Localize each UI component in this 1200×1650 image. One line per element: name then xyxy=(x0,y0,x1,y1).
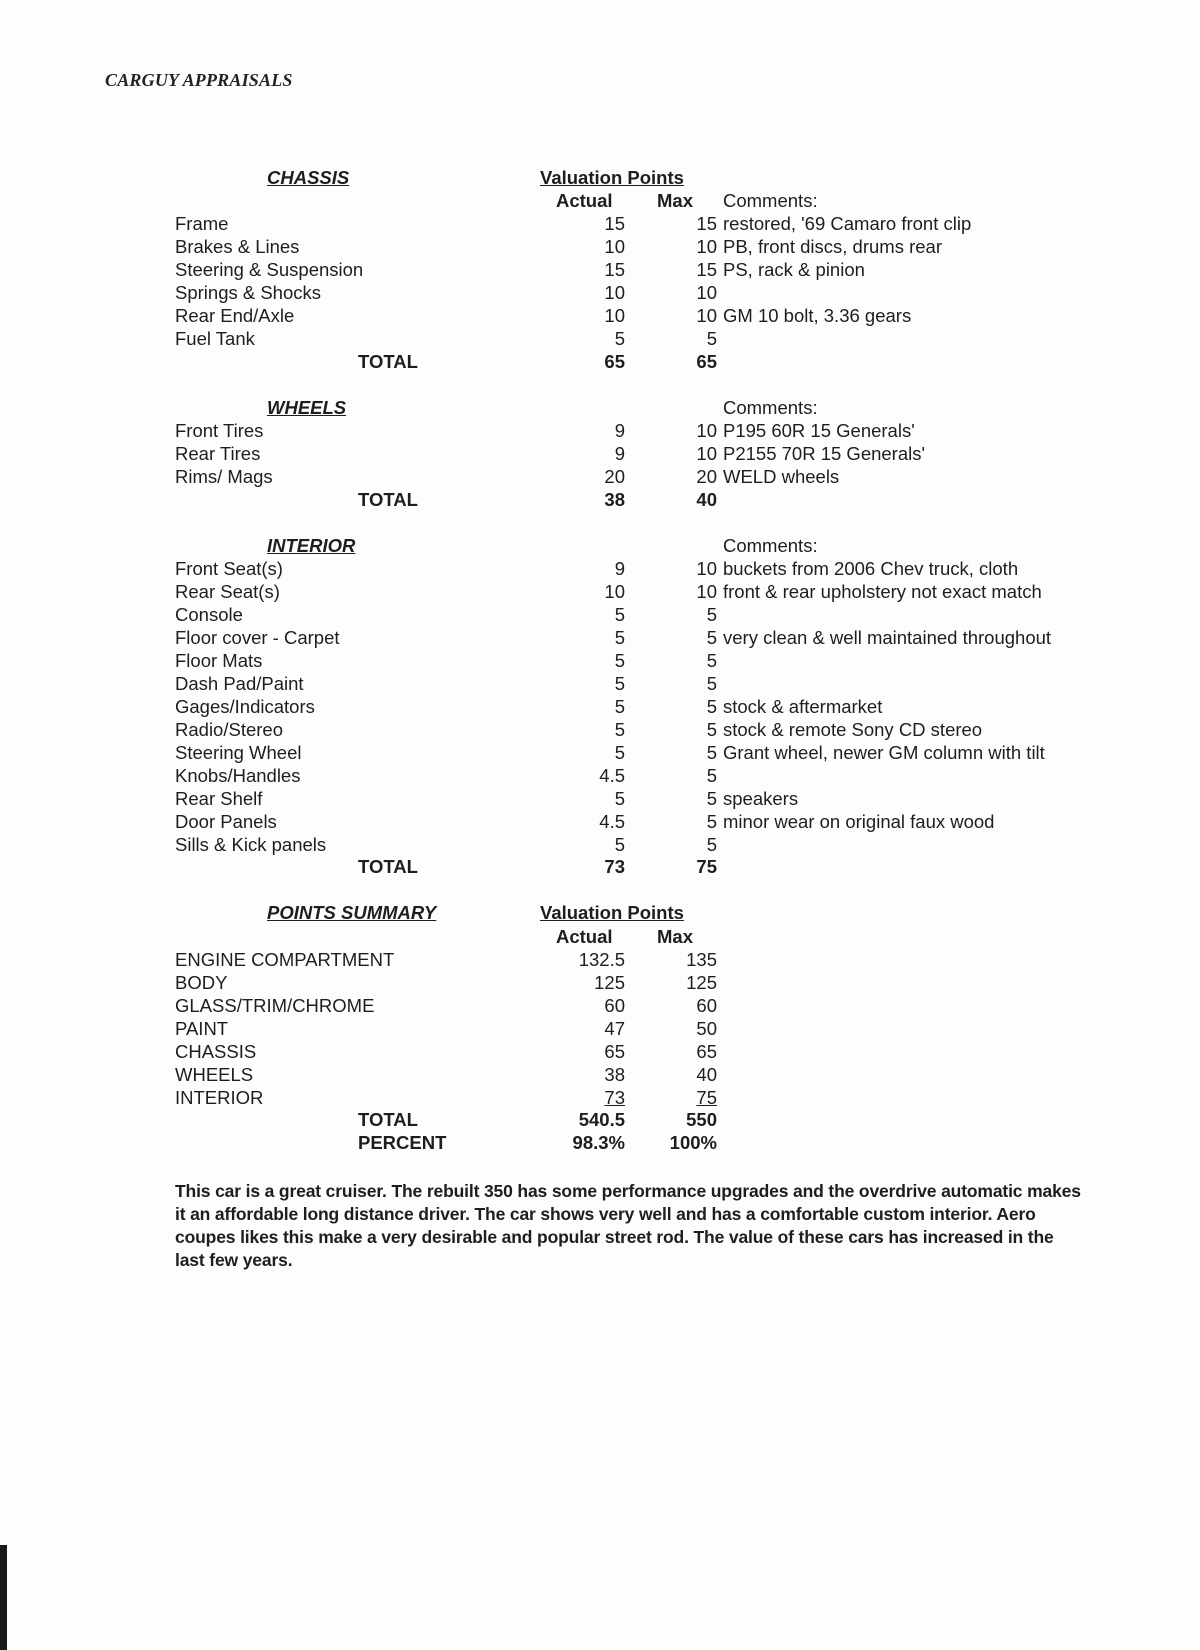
row-max: 50 xyxy=(696,1018,717,1039)
row-max: 10 xyxy=(696,558,717,579)
valuation-points-heading: Valuation Points xyxy=(540,902,684,923)
actual-column-header: Actual xyxy=(556,926,613,947)
summary-total-max: 550 xyxy=(686,1109,717,1130)
row-actual: 10 xyxy=(604,236,625,257)
actual-column-header: Actual xyxy=(556,190,613,211)
comments-header: Comments: xyxy=(723,190,818,211)
row-actual: 5 xyxy=(614,604,625,625)
row-label: Door Panels xyxy=(175,811,277,832)
summary-total-actual: 540.5 xyxy=(578,1109,625,1130)
row-label: WHEELS xyxy=(175,1064,254,1085)
row-comment: WELD wheels xyxy=(723,466,840,487)
row-max: 10 xyxy=(696,420,717,441)
row-max: 5 xyxy=(706,719,717,740)
percent-actual: 98.3% xyxy=(572,1132,625,1153)
total-actual: 65 xyxy=(604,351,625,372)
total-max: 65 xyxy=(696,351,717,372)
row-max: 15 xyxy=(696,259,717,280)
row-actual: 5 xyxy=(614,742,625,763)
row-comment: GM 10 bolt, 3.36 gears xyxy=(723,305,912,326)
row-actual: 73 xyxy=(604,1087,625,1108)
total-label: TOTAL xyxy=(358,489,418,510)
row-comment: stock & aftermarket xyxy=(723,696,883,717)
row-actual: 60 xyxy=(604,995,625,1016)
total-max: 75 xyxy=(696,856,717,877)
section-title-summary: POINTS SUMMARY xyxy=(267,902,437,923)
row-actual: 9 xyxy=(614,443,625,464)
row-max: 5 xyxy=(706,604,717,625)
row-max: 5 xyxy=(706,673,717,694)
row-comment: Grant wheel, newer GM column with tilt xyxy=(723,742,1045,763)
row-max: 10 xyxy=(696,236,717,257)
row-label: Rear End/Axle xyxy=(175,305,295,326)
row-actual: 10 xyxy=(604,282,625,303)
row-max: 5 xyxy=(706,834,717,855)
appraisal-narrative: This car is a great cruiser. The rebuilt 350 has some performance upgrades and the overdrive automatic makes it an affordable long distance driver. The car shows very well and has a comfortable custom interior. Aero coupes likes this make a very desirable and popular street rod. The value of these cars has increased in the last few years. xyxy=(175,1181,1081,1270)
row-max: 5 xyxy=(706,742,717,763)
row-comment: speakers xyxy=(723,788,799,809)
max-column-header: Max xyxy=(657,926,693,947)
row-label: GLASS/TRIM/CHROME xyxy=(175,995,375,1016)
row-actual: 20 xyxy=(604,466,625,487)
row-max: 5 xyxy=(706,696,717,717)
row-actual: 4.5 xyxy=(599,811,625,832)
row-actual: 15 xyxy=(604,213,625,234)
row-label: Steering & Suspension xyxy=(175,259,364,280)
total-actual: 38 xyxy=(604,489,625,510)
row-max: 5 xyxy=(706,650,717,671)
row-label: ENGINE COMPARTMENT xyxy=(175,949,395,970)
row-label: Rear Shelf xyxy=(175,788,263,809)
max-column-header: Max xyxy=(657,190,693,211)
row-max: 10 xyxy=(696,443,717,464)
comments-header: Comments: xyxy=(723,397,818,418)
row-label: Floor Mats xyxy=(175,650,263,671)
row-actual: 10 xyxy=(604,581,625,602)
row-comment: minor wear on original faux wood xyxy=(723,811,995,832)
row-comment: buckets from 2006 Chev truck, cloth xyxy=(723,558,1019,579)
row-max: 5 xyxy=(706,811,717,832)
row-actual: 4.5 xyxy=(599,765,625,786)
row-label: Sills & Kick panels xyxy=(175,834,327,855)
row-label: INTERIOR xyxy=(175,1087,264,1108)
row-actual: 5 xyxy=(614,788,625,809)
row-max: 60 xyxy=(696,995,717,1016)
total-actual: 73 xyxy=(604,856,625,877)
row-label: Console xyxy=(175,604,243,625)
company-name: CARGUY APPRAISALS xyxy=(105,70,293,90)
row-actual: 38 xyxy=(604,1064,625,1085)
row-label: Dash Pad/Paint xyxy=(175,673,304,694)
row-label: PAINT xyxy=(175,1018,229,1039)
comments-header: Comments: xyxy=(723,535,818,556)
row-label: Radio/Stereo xyxy=(175,719,283,740)
row-max: 5 xyxy=(706,328,717,349)
row-max: 135 xyxy=(686,949,717,970)
valuation-points-heading: Valuation Points xyxy=(540,167,684,188)
row-comment: restored, '69 Camaro front clip xyxy=(723,213,972,234)
row-actual: 5 xyxy=(614,834,625,855)
row-label: Steering Wheel xyxy=(175,742,302,763)
row-actual: 5 xyxy=(614,696,625,717)
row-comment: PS, rack & pinion xyxy=(723,259,865,280)
row-actual: 125 xyxy=(594,972,625,993)
row-max: 15 xyxy=(696,213,717,234)
row-max: 65 xyxy=(696,1041,717,1062)
row-label: Floor cover - Carpet xyxy=(175,627,340,648)
row-actual: 5 xyxy=(614,673,625,694)
total-max: 40 xyxy=(696,489,717,510)
row-actual: 5 xyxy=(614,719,625,740)
scan-edge-shadow xyxy=(0,1545,7,1650)
row-actual: 5 xyxy=(614,328,625,349)
section-title-wheels: WHEELS xyxy=(267,397,347,418)
row-label: Gages/Indicators xyxy=(175,696,315,717)
row-actual: 5 xyxy=(614,650,625,671)
row-label: BODY xyxy=(175,972,228,993)
row-actual: 15 xyxy=(604,259,625,280)
row-actual: 65 xyxy=(604,1041,625,1062)
row-max: 20 xyxy=(696,466,717,487)
row-max: 5 xyxy=(706,788,717,809)
percent-max: 100% xyxy=(669,1132,717,1153)
row-label: Brakes & Lines xyxy=(175,236,300,257)
row-label: Rims/ Mags xyxy=(175,466,273,487)
row-label: Springs & Shocks xyxy=(175,282,322,303)
row-max: 40 xyxy=(696,1064,717,1085)
row-actual: 132.5 xyxy=(578,949,625,970)
row-label: Knobs/Handles xyxy=(175,765,301,786)
summary-total-label: TOTAL xyxy=(358,1109,418,1130)
row-comment: very clean & well maintained throughout xyxy=(723,627,1052,648)
row-max: 75 xyxy=(696,1087,717,1108)
row-actual: 10 xyxy=(604,305,625,326)
row-label: Frame xyxy=(175,213,229,234)
row-max: 5 xyxy=(706,765,717,786)
row-comment: P2155 70R 15 Generals' xyxy=(723,443,926,464)
total-label: TOTAL xyxy=(358,856,418,877)
total-label: TOTAL xyxy=(358,351,418,372)
row-comment: P195 60R 15 Generals' xyxy=(723,420,915,441)
row-label: CHASSIS xyxy=(175,1041,257,1062)
row-comment: front & rear upholstery not exact match xyxy=(723,581,1042,602)
row-max: 5 xyxy=(706,627,717,648)
row-label: Rear Tires xyxy=(175,443,261,464)
row-max: 125 xyxy=(686,972,717,993)
row-label: Front Tires xyxy=(175,420,264,441)
row-actual: 5 xyxy=(614,627,625,648)
section-title-chassis: CHASSIS xyxy=(267,167,350,188)
section-title-interior: INTERIOR xyxy=(267,535,356,556)
percent-label: PERCENT xyxy=(358,1132,447,1153)
row-max: 10 xyxy=(696,581,717,602)
row-comment: stock & remote Sony CD stereo xyxy=(723,719,983,740)
row-label: Rear Seat(s) xyxy=(175,581,280,602)
row-actual: 9 xyxy=(614,558,625,579)
row-comment: PB, front discs, drums rear xyxy=(723,236,942,257)
row-max: 10 xyxy=(696,305,717,326)
row-max: 10 xyxy=(696,282,717,303)
row-actual: 47 xyxy=(604,1018,625,1039)
row-label: Fuel Tank xyxy=(175,328,255,349)
row-actual: 9 xyxy=(614,420,625,441)
row-label: Front Seat(s) xyxy=(175,558,283,579)
